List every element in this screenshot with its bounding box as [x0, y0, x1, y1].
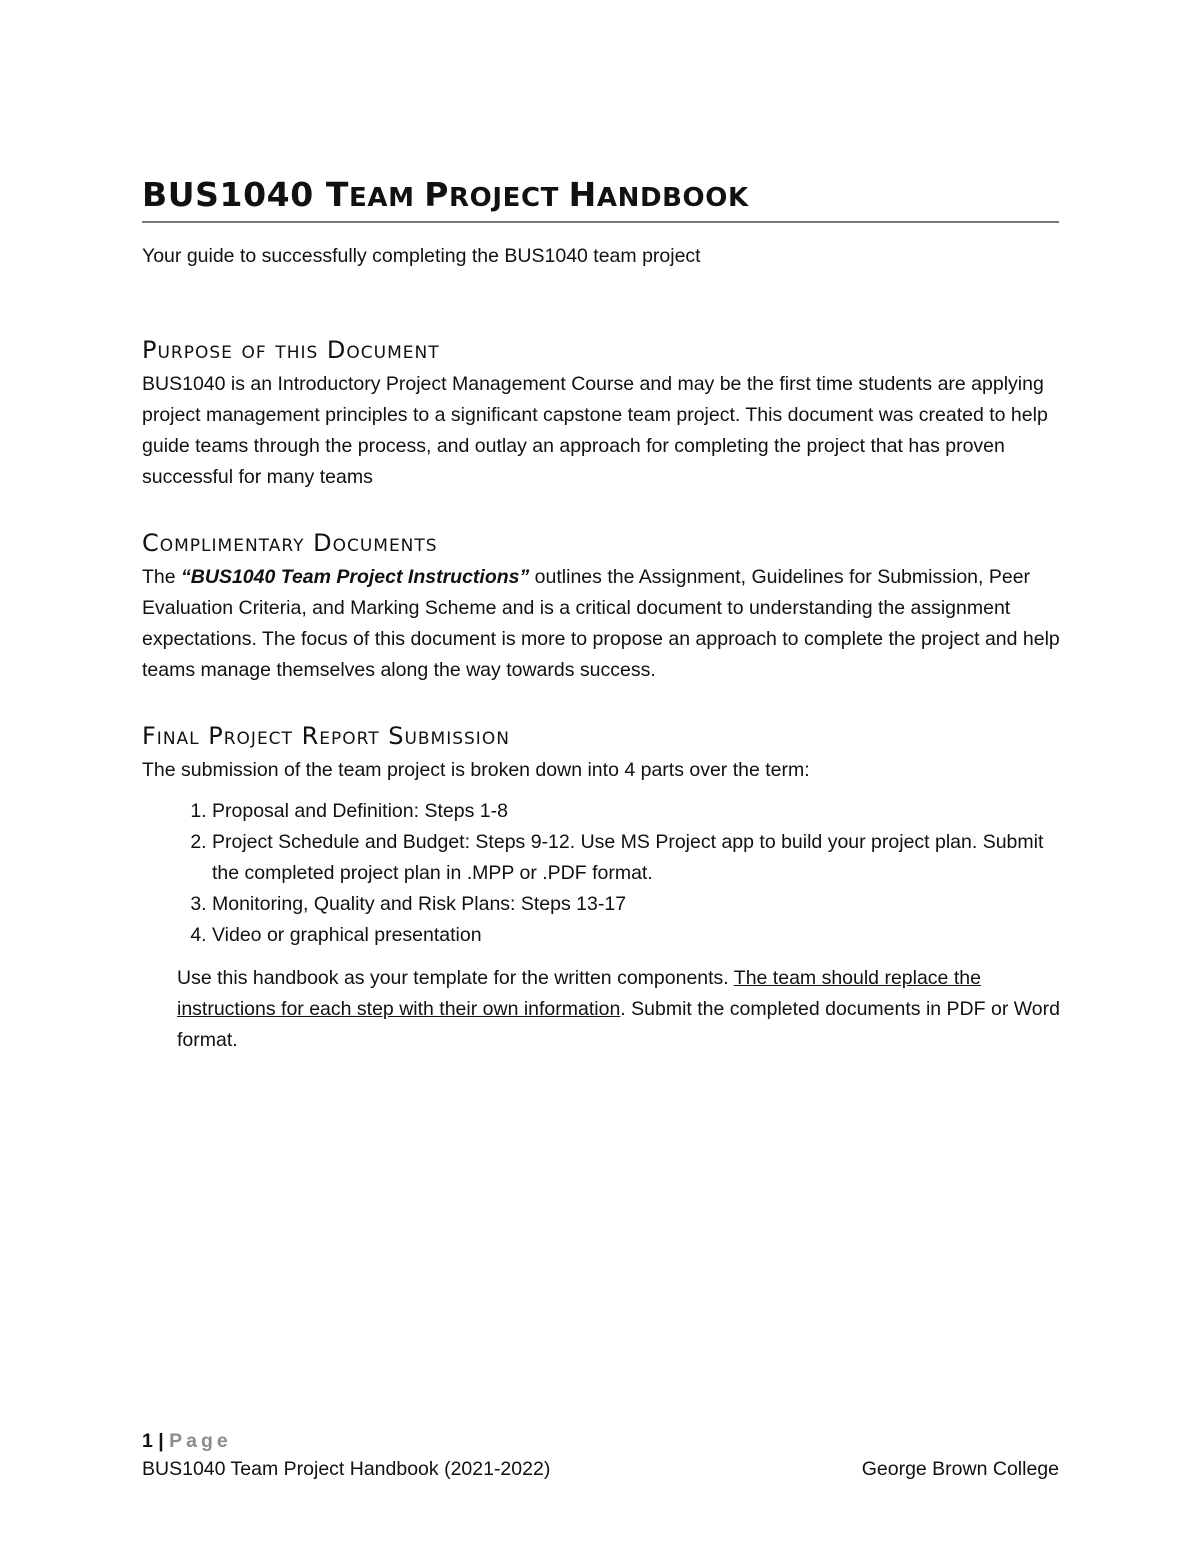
page-number: 1	[142, 1430, 153, 1452]
footer-document-name: BUS1040 Team Project Handbook (2021-2022)	[142, 1458, 551, 1480]
template-note	[177, 963, 1062, 1056]
title-part: P	[424, 175, 449, 214]
section-complimentary	[142, 528, 1062, 686]
title-part: EAM	[348, 183, 425, 213]
section-body	[142, 562, 1062, 686]
section-intro: The submission of the team project is broken down into 4 parts over the term:	[142, 759, 810, 781]
section-heading: Complimentary Documents	[142, 529, 438, 557]
body-text: Use this handbook as your template for the written components.	[177, 967, 734, 989]
section-heading: Final Project Report Submission	[142, 722, 510, 750]
section-final-submission	[142, 721, 1062, 1056]
body-text: . Submit the completed documents in PDF or Word format.	[177, 998, 1060, 1051]
section-heading: Purpose of this Document	[142, 336, 440, 364]
title-part: H	[568, 175, 597, 214]
title-part: ANDBOOK	[596, 183, 749, 213]
section-purpose	[142, 335, 1062, 493]
title-block	[142, 176, 1059, 223]
page-separator: |	[152, 1430, 170, 1452]
list-item: 2. Project Schedule and Budget: Steps 9-12. Use MS Project app to build your project plan. Submit the completed project plan in .MPP or .PDF format.	[212, 827, 1062, 889]
footer-institution: George Brown College	[861, 1458, 1059, 1480]
page-footer	[142, 1427, 1059, 1483]
page-number-line	[142, 1427, 1059, 1455]
document-reference: “BUS1040 Team Project Instructions”	[181, 566, 530, 588]
list-item: 1. Proposal and Definition: Steps 1-8	[212, 796, 1062, 827]
title-part: ROJECT	[449, 183, 569, 213]
document-title	[142, 176, 1059, 217]
list-item: 4. Video or graphical presentation	[212, 920, 1062, 951]
title-part: T	[325, 175, 349, 214]
page-label: Page	[169, 1430, 232, 1452]
body-text: outlines the Assignment, Guidelines for Submission, Peer Evaluation Criteria, and Marking Scheme and is a critical document to understanding the assignment expectations. The focus of this document is more to propose an approach to complete the project and help teams manage themselves along the way towards success.	[142, 566, 1060, 681]
underlined-instruction: The team should replace the instructions for each step with their own information	[177, 967, 981, 1020]
document-subtitle: Your guide to successfully completing the BUS1040 team project	[142, 245, 701, 267]
footer-line	[142, 1455, 1059, 1483]
title-part: BUS1040	[142, 175, 326, 214]
submission-steps-list	[142, 796, 1062, 951]
list-item: 3. Monitoring, Quality and Risk Plans: Steps 13-17	[212, 889, 1062, 920]
body-text: The	[142, 566, 182, 588]
section-body: BUS1040 is an Introductory Project Management Course and may be the first time students are applying project management principles to a significant capstone team project. This document was created to help guide teams through the process, and outlay an approach for completing the project that has proven successful for many teams	[142, 373, 1048, 488]
